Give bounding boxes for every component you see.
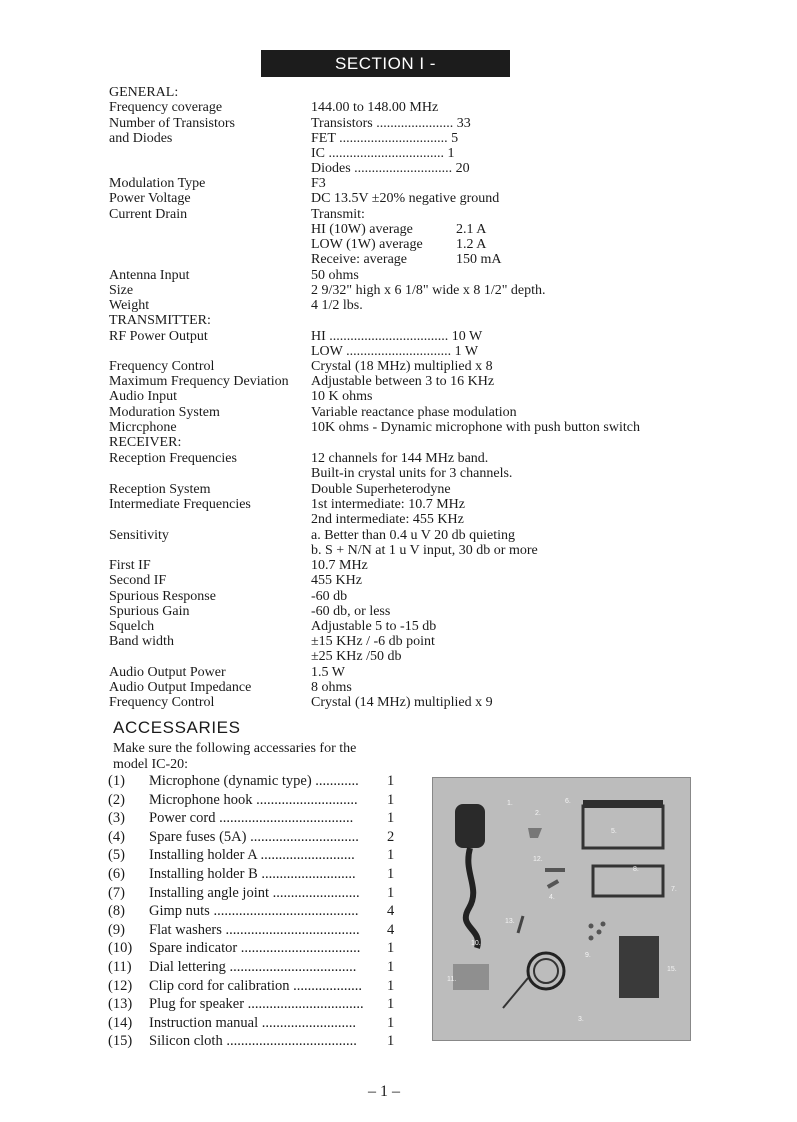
accessory-name: Installing angle joint ........................ (149, 884, 360, 901)
accessory-quantity: 1 (387, 791, 395, 808)
spec-value-secondary: 150 mA (456, 252, 502, 267)
accessory-quantity: 1 (387, 977, 395, 994)
accessory-item (108, 1014, 398, 1032)
accessory-quantity: 1 (387, 996, 395, 1013)
accessory-name: Spare fuses (5A) .............................. (149, 828, 359, 845)
accessory-number: (6) (108, 866, 125, 882)
accessory-name: Silicon cloth .................................... (149, 1033, 357, 1050)
spec-value: Variable reactance phase modulation (311, 405, 517, 420)
accessory-name: Instruction manual .......................... (149, 1014, 357, 1031)
accessories-photo-illustration (433, 778, 690, 1040)
accessory-number: (1) (108, 773, 125, 789)
accessory-name: Plug for speaker ................................ (149, 996, 364, 1013)
accessory-name: Installing holder B .......................... (149, 866, 356, 882)
accessory-quantity: 1 (387, 810, 395, 827)
accessory-quantity: 1 (387, 773, 395, 789)
spec-value: 2nd intermediate: 455 KHz (311, 512, 464, 527)
photo-callout-label: 6. (565, 798, 571, 805)
spec-value: Diodes ............................ 20 (311, 161, 470, 176)
spec-value: LOW .............................. 1 W (311, 344, 479, 359)
spec-label: Antenna Input (109, 268, 190, 283)
accessory-number: (11) (108, 959, 132, 975)
photo-callout-label: 9. (585, 952, 591, 959)
spec-label: First IF (109, 558, 151, 573)
spec-value: 4 1/2 lbs. (311, 298, 363, 313)
spec-value: LOW (1W) average (311, 237, 423, 252)
spec-label: Size (109, 283, 134, 298)
spec-label: Micrcphone (109, 420, 177, 435)
accessory-number: (5) (108, 847, 125, 864)
accessory-name: Microphone (dynamic type) ............ (149, 773, 359, 789)
spec-value: Crystal (18 MHz) multiplied x 8 (311, 359, 493, 374)
spec-label: Spurious Response (109, 589, 216, 604)
section-title: SECTION I - SPECIFICATIONS (261, 50, 510, 77)
spec-value: 1st intermediate: 10.7 MHz (311, 497, 465, 512)
spec-value: 12 channels for 144 MHz band. (311, 451, 489, 466)
spec-label: Frequency Control (109, 359, 215, 374)
spec-value: ±15 KHz / -6 db point (311, 634, 435, 649)
spec-label: Reception System (109, 482, 211, 497)
accessory-item (108, 865, 398, 883)
accessory-number: (13) (108, 996, 133, 1013)
accessories-heading: ACCESSARIES (113, 718, 241, 737)
photo-callout-label: 5. (611, 828, 617, 835)
spec-value: 50 ohms (311, 268, 359, 283)
accessory-quantity: 1 (387, 940, 395, 957)
spec-value: Transistors ...................... 33 (311, 116, 471, 131)
accessory-number: (7) (108, 884, 125, 901)
accessory-number: (2) (108, 791, 125, 808)
spec-label: RECEIVER: (109, 435, 182, 450)
spec-label: Sensitivity (109, 528, 169, 543)
accessory-item (108, 791, 398, 809)
spec-value: 455 KHz (311, 573, 362, 588)
photo-callout-label: 2. (535, 810, 541, 817)
accessory-name: Installing holder A .......................... (149, 847, 355, 864)
accessory-item (108, 921, 398, 939)
spec-value: 10 K ohms (311, 389, 373, 404)
accessory-quantity: 1 (387, 866, 395, 882)
accessory-name: Spare indicator ................................. (149, 940, 361, 957)
spec-value-secondary: 1.2 A (456, 237, 487, 252)
photo-callout-label: 1. (507, 800, 513, 807)
photo-callout-label: 15. (667, 966, 677, 973)
accessory-number: (10) (108, 940, 133, 957)
spec-label: Moduration System (109, 405, 220, 420)
spec-label: RF Power Output (109, 329, 208, 344)
spec-label: Reception Frequencies (109, 451, 237, 466)
spec-label: Frequency coverage (109, 100, 223, 115)
accessory-name: Dial lettering ................................... (149, 959, 357, 975)
spec-label: and Diodes (109, 131, 173, 146)
accessory-number: (14) (108, 1014, 133, 1031)
spec-label: Maximum Frequency Deviation (109, 374, 289, 389)
accessory-number: (12) (108, 977, 133, 994)
accessory-quantity: 1 (387, 847, 395, 864)
accessory-item (108, 977, 398, 995)
accessory-quantity: 1 (387, 884, 395, 901)
page-number: – 1 – (368, 1083, 400, 1100)
spec-value: Adjustable 5 to -15 db (311, 619, 437, 634)
spec-value: Adjustable between 3 to 16 KHz (311, 374, 495, 389)
spec-label: Spurious Gain (109, 604, 190, 619)
accessories-photo (432, 777, 691, 1041)
accessory-item (108, 828, 398, 846)
spec-value: 8 ohms (311, 680, 352, 695)
accessory-quantity: 2 (387, 828, 395, 845)
spec-value: HI .................................. 10 W (311, 329, 483, 344)
accessory-number: (8) (108, 903, 125, 920)
spec-value: ±25 KHz /50 db (311, 649, 402, 664)
accessory-item (108, 884, 398, 902)
spec-value: IC ................................. 1 (311, 146, 455, 161)
accessory-item (108, 902, 398, 920)
accessory-name: Power cord ..................................... (149, 810, 354, 827)
spec-label: Audio Output Power (109, 665, 226, 680)
spec-label: Band width (109, 634, 174, 649)
accessory-quantity: 4 (387, 903, 395, 920)
spec-value: a. Better than 0.4 u V 20 db quieting (311, 528, 516, 543)
accessory-name: Flat washers ..................................... (149, 921, 360, 938)
spec-label: Power Voltage (109, 191, 191, 206)
accessory-quantity: 4 (387, 921, 395, 938)
spec-label: GENERAL: (109, 85, 179, 100)
accessory-name: Clip cord for calibration ................... (149, 977, 363, 994)
spec-value: FET ............................... 5 (311, 131, 459, 146)
spec-value: Transmit: (311, 207, 365, 222)
spec-label: Modulation Type (109, 176, 206, 191)
accessory-number: (9) (108, 921, 125, 938)
photo-callout-label: 13. (505, 918, 515, 925)
photo-callout-label: 11. (447, 976, 457, 983)
accessory-quantity: 1 (387, 1014, 395, 1031)
accessory-item (108, 958, 398, 976)
spec-label: Second IF (109, 573, 167, 588)
spec-value: DC 13.5V ±20% negative ground (311, 191, 500, 206)
spec-value: HI (10W) average (311, 222, 413, 237)
accessory-item (108, 772, 398, 790)
spec-value: 10K ohms - Dynamic microphone with push button switch (311, 420, 640, 435)
spec-value-secondary: 2.1 A (456, 222, 487, 237)
accessory-item (108, 1032, 398, 1050)
spec-label: TRANSMITTER: (109, 313, 211, 328)
spec-value: F3 (311, 176, 326, 191)
spec-label: Frequency Control (109, 695, 215, 710)
spec-label: Audio Input (109, 389, 178, 404)
photo-callout-label: 8. (633, 866, 639, 873)
photo-callout-label: 4. (549, 894, 555, 901)
accessory-number: (4) (108, 828, 125, 845)
spec-value: b. S + N/N at 1 u V input, 30 db or more (311, 543, 538, 558)
accessory-item (108, 809, 398, 827)
photo-callout-label: 10. (471, 940, 481, 947)
spec-label: Squelch (109, 619, 155, 634)
accessory-number: (15) (108, 1033, 133, 1050)
spec-value: Double Superheterodyne (311, 482, 451, 497)
accessories-intro: Make sure the following accessaries for the model IC-20: (113, 741, 357, 772)
accessory-item (108, 939, 398, 957)
accessory-quantity: 1 (387, 1033, 395, 1050)
spec-value: 2 9/32" high x 6 1/8" wide x 8 1/2" depth. (311, 283, 546, 298)
accessory-name: Gimp nuts ........................................ (149, 903, 359, 920)
accessory-item (108, 995, 398, 1013)
spec-value: 1.5 W (311, 665, 345, 680)
spec-value: 144.00 to 148.00 MHz (311, 100, 439, 115)
spec-label: Number of Transistors (109, 116, 236, 131)
spec-label: Audio Output Impedance (109, 680, 252, 695)
spec-value: -60 db, or less (311, 604, 391, 619)
spec-value: Built-in crystal units for 3 channels. (311, 466, 513, 481)
spec-value: -60 db (311, 589, 348, 604)
spec-label: Intermediate Frequencies (109, 497, 251, 512)
photo-callout-label: 12. (533, 856, 543, 863)
spec-value: Receive: average (311, 252, 407, 267)
spec-value: Crystal (14 MHz) multiplied x 9 (311, 695, 493, 710)
photo-callout-label: 7. (671, 886, 677, 893)
accessory-quantity: 1 (387, 959, 395, 975)
photo-callout-label: 3. (578, 1016, 584, 1023)
spec-label: Current Drain (109, 207, 188, 222)
accessory-number: (3) (108, 810, 125, 827)
accessory-item (108, 846, 398, 864)
spec-value: 10.7 MHz (311, 558, 368, 573)
accessory-name: Microphone hook ............................ (149, 791, 358, 808)
spec-label: Weight (109, 298, 150, 313)
